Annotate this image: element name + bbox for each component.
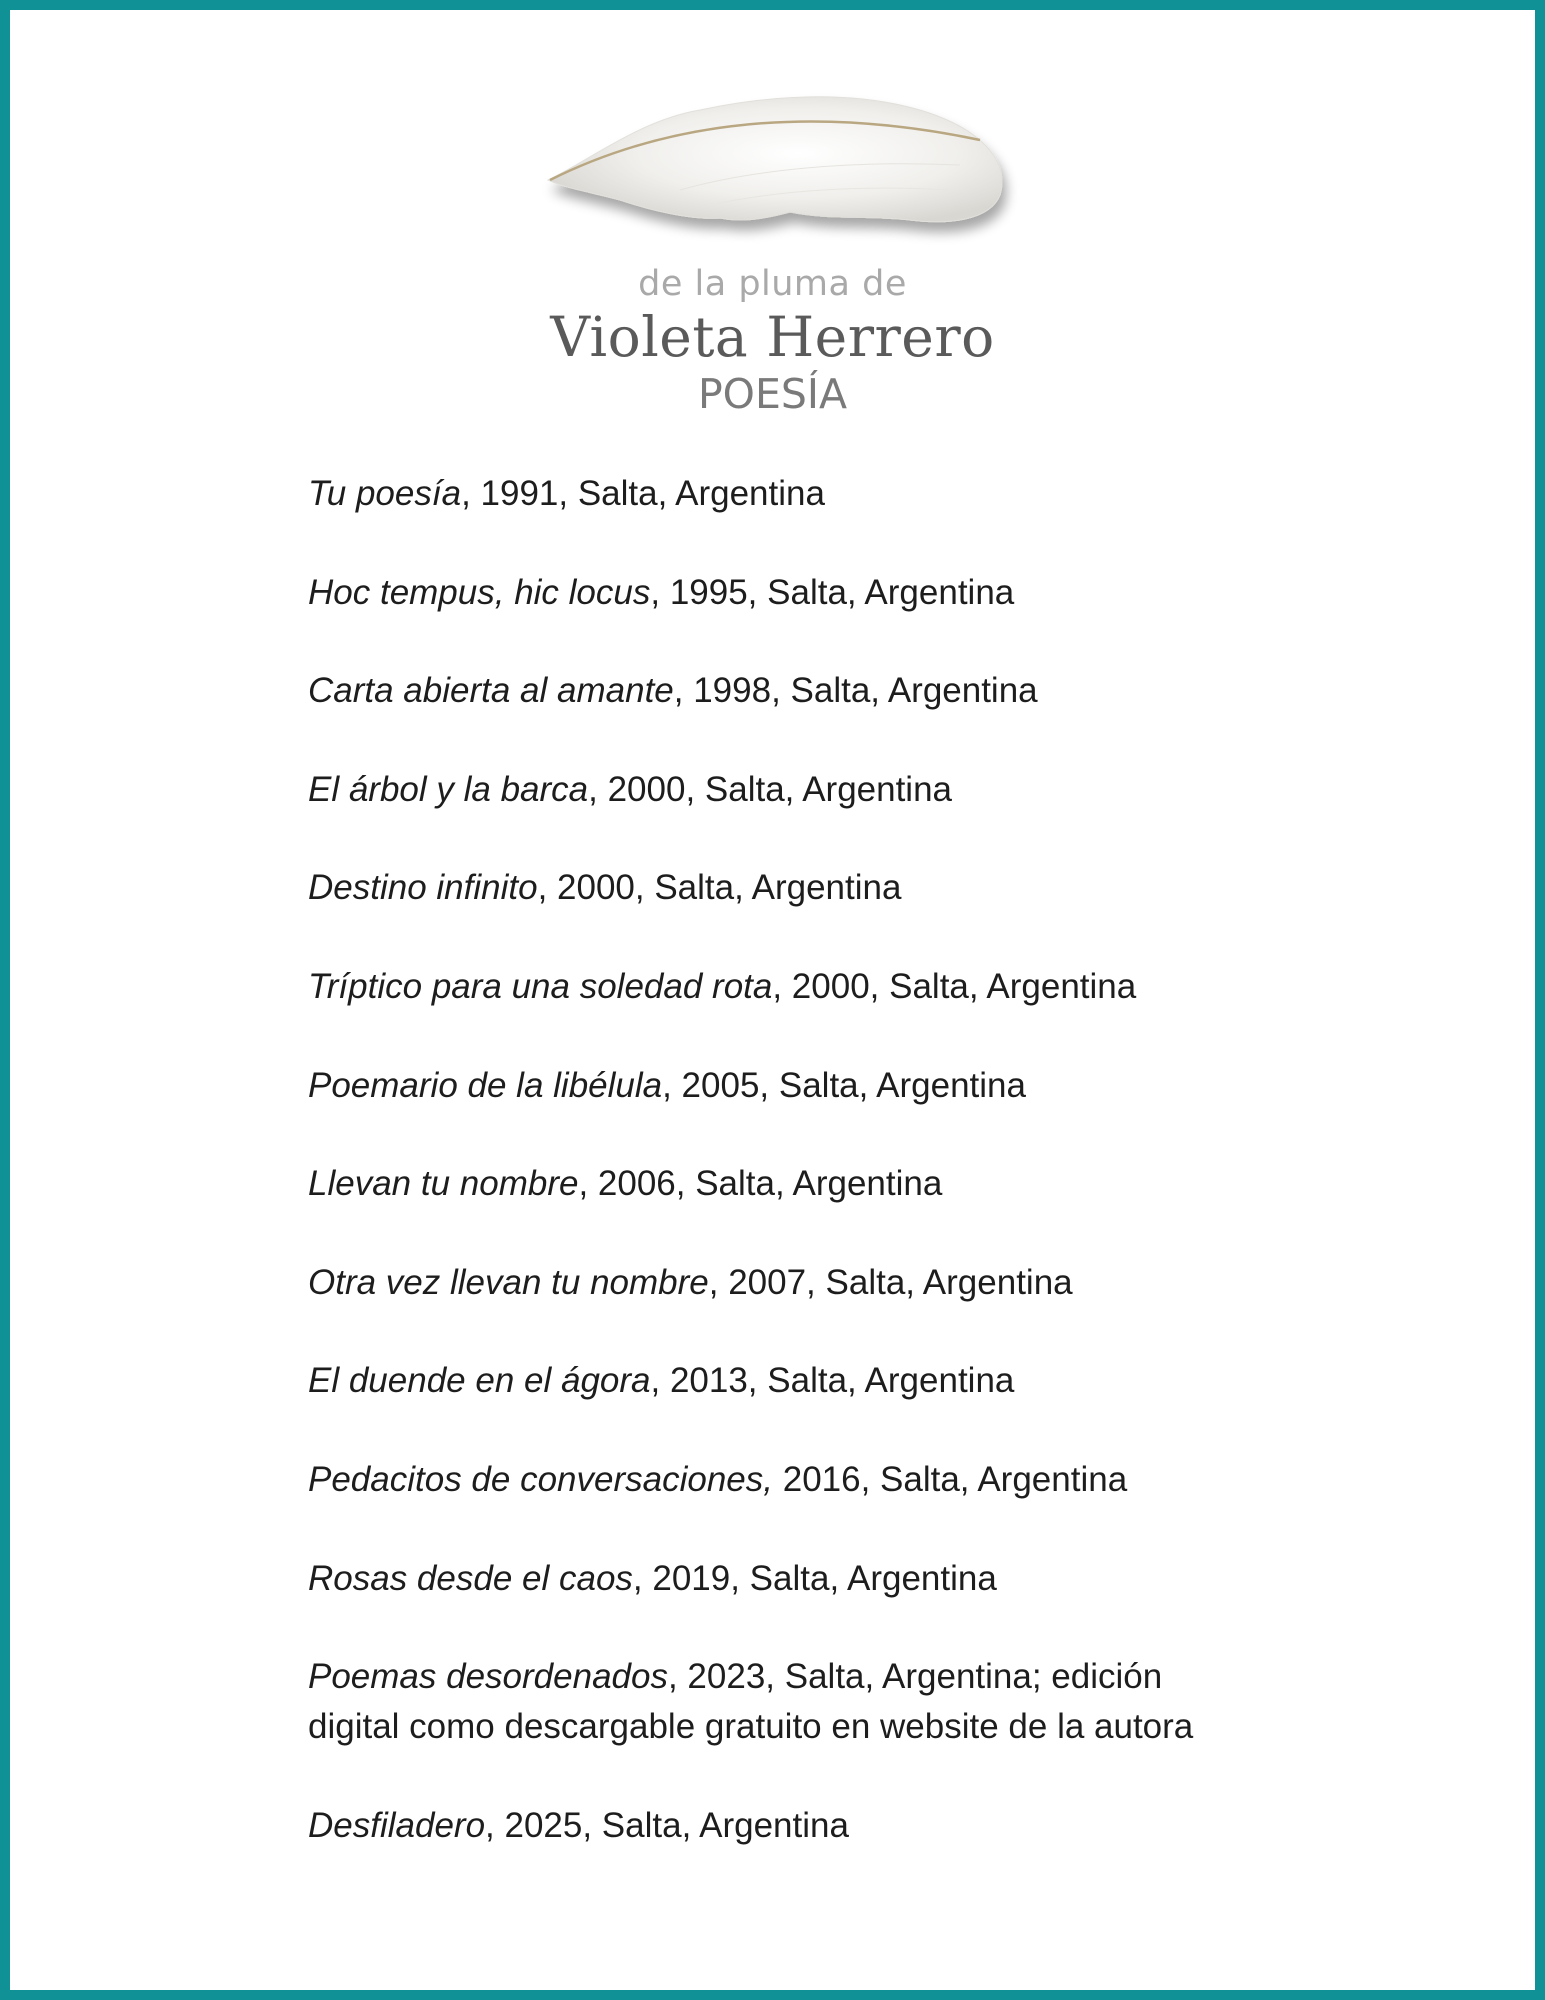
work-title: Tríptico para una soledad rota — [308, 966, 773, 1006]
work-details: , 2005, Salta, Argentina — [662, 1065, 1026, 1105]
work-details: , 2007, Salta, Argentina — [708, 1262, 1073, 1302]
work-title: Poemario de la libélula — [308, 1065, 663, 1105]
work-details: , 1995, Salta, Argentina — [650, 572, 1015, 612]
feather-icon — [530, 70, 1030, 270]
work-title: El árbol y la barca — [308, 769, 589, 809]
work-title: Desfiladero — [308, 1805, 486, 1845]
work-details: , 2025, Salta, Argentina — [485, 1805, 849, 1845]
author-name: Violeta Herrero — [550, 305, 995, 369]
list-item — [308, 1356, 1208, 1406]
work-title: Pedacitos de conversaciones, — [308, 1459, 773, 1499]
work-title: Hoc tempus, hic locus — [308, 572, 651, 612]
work-title: Destino infinito — [308, 868, 538, 908]
list-item — [308, 469, 1208, 519]
work-details: 2016, Salta, Argentina — [773, 1459, 1128, 1499]
work-title: Otra vez llevan tu nombre — [308, 1262, 709, 1302]
list-item — [308, 1801, 1208, 1851]
work-title: El duende en el ágora — [308, 1361, 651, 1401]
list-item — [308, 1652, 1208, 1752]
work-details: , 2019, Salta, Argentina — [632, 1558, 997, 1598]
list-item — [308, 1258, 1208, 1308]
list-item — [308, 568, 1208, 618]
work-title: Llevan tu nombre — [308, 1164, 579, 1204]
list-item — [308, 962, 1208, 1012]
list-item — [308, 1159, 1208, 1209]
work-title: Tu poesía — [308, 474, 462, 513]
list-item — [308, 863, 1208, 913]
work-title: Poemas desordenados — [308, 1657, 668, 1697]
list-item — [308, 765, 1208, 815]
title-block — [10, 262, 1535, 420]
list-item — [308, 1061, 1208, 1111]
work-title: Rosas desde el caos — [308, 1558, 633, 1598]
section-title: POESÍA — [697, 370, 848, 418]
work-details: , 2000, Salta, Argentina — [537, 868, 902, 908]
work-details: , 1991, Salta, Argentina — [461, 474, 825, 513]
works-list — [308, 469, 1208, 1899]
list-item — [308, 1455, 1208, 1505]
list-item — [308, 666, 1208, 716]
work-title: Carta abierta al amante — [308, 671, 674, 711]
work-details: , 2000, Salta, Argentina — [772, 966, 1137, 1006]
list-item — [308, 1554, 1208, 1604]
work-details: , 1998, Salta, Argentina — [673, 671, 1038, 711]
work-details: , 2000, Salta, Argentina — [588, 769, 953, 809]
work-details: , 2006, Salta, Argentina — [578, 1164, 943, 1204]
work-details: , 2023, Salta, Argentina; edición digital como descargable gratuito en website de la autora — [308, 1657, 1194, 1747]
subtitle: de la pluma de — [638, 264, 907, 304]
work-details: , 2013, Salta, Argentina — [650, 1361, 1015, 1401]
